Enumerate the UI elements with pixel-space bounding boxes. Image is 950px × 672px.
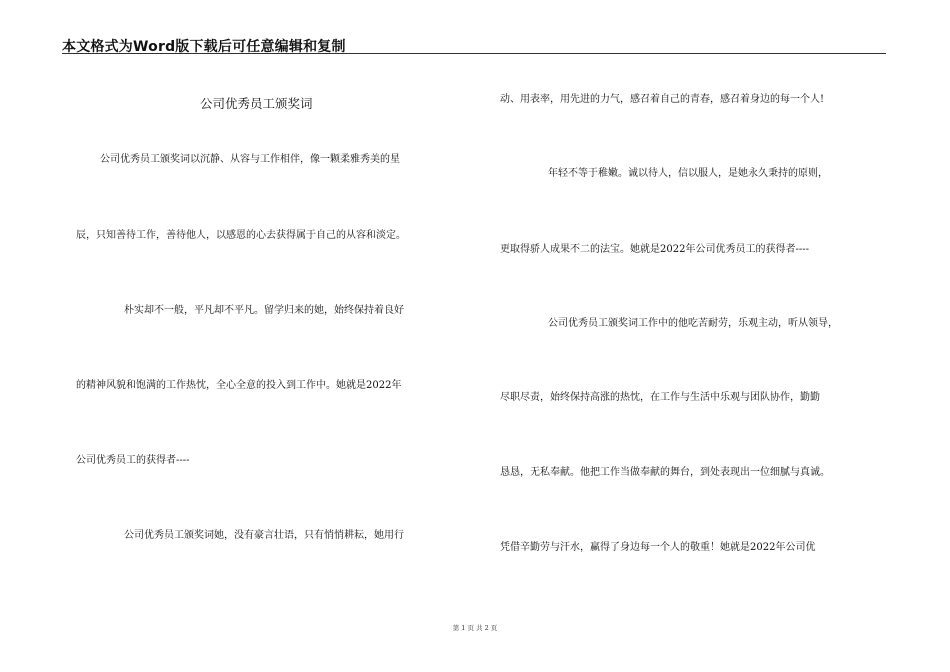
page-number: 第 1 页 共 2 页 — [452, 624, 498, 632]
paragraph-line: 凭借辛勤劳与汗水，赢得了身边每一个人的敬重！她就是2022年公司优 — [500, 542, 816, 553]
paragraph-line: 动、用表率，用先进的力气，感召着自己的青春，感召着身边的每一个人! — [500, 94, 825, 105]
paragraph-line: 年轻不等于稚嫩。诚以待人，信以服人，是她永久秉持的原则， — [548, 168, 828, 179]
document-title: 公司优秀员工颁奖词 — [200, 96, 313, 111]
header-divider — [62, 53, 886, 54]
paragraph-line: 的精神风貌和饱满的工作热忱，全心全意的投入到工作中。她就是2022年 — [76, 380, 402, 391]
paragraph-line: 公司优秀员工颁奖词工作中的他吃苦耐劳，乐观主动，听从领导， — [548, 318, 838, 329]
paragraph-line: 朴实却不一般，平凡却不平凡。留学归来的她，始终保持着良好 — [124, 305, 404, 316]
paragraph-line: 公司优秀员工颁奖词以沉静、从容与工作相伴，像一颗柔雅秀美的星 — [100, 154, 400, 165]
paragraph-line: 公司优秀员工颁奖词她，没有豪言壮语，只有悄悄耕耘，她用行 — [124, 530, 404, 541]
paragraph-line: 公司优秀员工的获得者---- — [76, 455, 190, 466]
paragraph-line: 辰，只知善待工作，善待他人，以感恩的心去获得属于自己的从容和淡定。 — [76, 230, 406, 241]
paragraph-line: 尽职尽责，始终保持高涨的热忱，在工作与生活中乐观与团队协作，勤勤 — [500, 392, 820, 403]
paragraph-line: 恳恳，无私奉献。他把工作当做奉献的舞台，到处表现出一位细腻与真诚。 — [500, 467, 830, 478]
header-title: 本文格式为Word版下载后可任意编辑和复制 — [62, 39, 346, 55]
paragraph-line: 更取得骄人成果不二的法宝。她就是2022年公司优秀员工的获得者---- — [500, 244, 809, 255]
